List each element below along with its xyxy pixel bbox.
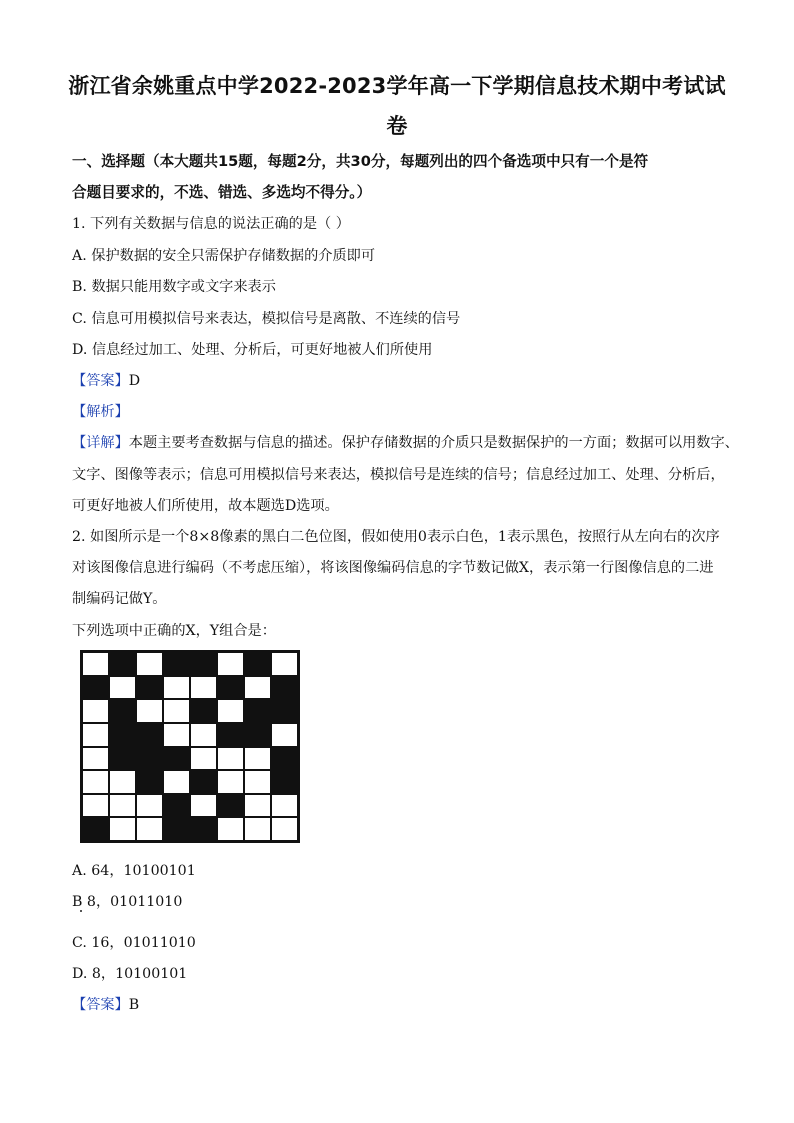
bitmap-cell <box>136 747 163 771</box>
bitmap-cell <box>217 676 244 700</box>
q1-detail-line-2: 文字、图像等表示；信息可用模拟信号来表达，模拟信号是连续的信号；信息经过加工、处理、分析后， <box>72 467 725 483</box>
q1-answer-tag: 【答案】 <box>72 373 129 389</box>
bitmap-cell <box>271 794 298 818</box>
q1-option-d: D. 信息经过加工、处理、分析后，可更好地被人们所使用 <box>72 342 433 358</box>
bitmap-cell <box>109 723 136 747</box>
exam-title-line-1: 浙江省余姚重点中学2022-2023学年高一下学期信息技术期中考试试 <box>68 74 726 98</box>
bitmap-cell <box>109 817 136 841</box>
section-heading-line-2: 合题目要求的，不选、错选、多选均不得分。） <box>72 184 372 201</box>
bitmap-cell <box>109 699 136 723</box>
q2-option-b: B 8，01011010 <box>72 894 183 910</box>
stray-dot <box>80 910 82 912</box>
bitmap-cell <box>190 676 217 700</box>
bitmap-cell <box>271 747 298 771</box>
bitmap-cell <box>217 747 244 771</box>
bitmap-cell <box>82 676 109 700</box>
q1-answer-value: D <box>128 373 141 389</box>
bitmap-cell <box>217 770 244 794</box>
bitmap-cell <box>136 676 163 700</box>
bitmap-cell <box>163 652 190 676</box>
bitmap-cell <box>190 699 217 723</box>
bitmap-cell <box>109 747 136 771</box>
bitmap-cell <box>271 817 298 841</box>
section-heading-line-1: 一、选择题（本大题共15题，每题2分，共30分，每题列出的四个备选项中只有一个是符 <box>72 153 649 170</box>
q2-answer-tag: 【答案】 <box>72 997 129 1013</box>
bitmap-cell <box>82 770 109 794</box>
bitmap-cell <box>190 652 217 676</box>
bitmap-cell <box>217 794 244 818</box>
q1-detail-line-3: 可更好地被人们所使用，故本题选D选项。 <box>72 498 339 514</box>
bitmap-cell <box>163 770 190 794</box>
bitmap-cell <box>190 817 217 841</box>
q1-stem: 1. 下列有关数据与信息的说法正确的是（ ） <box>72 216 350 232</box>
q1-analysis-line <box>72 401 129 421</box>
bitmap-cell <box>82 652 109 676</box>
bitmap-cell <box>163 747 190 771</box>
q1-option-a: A. 保护数据的安全只需保护存储数据的介质即可 <box>72 248 376 264</box>
bitmap-cell <box>217 652 244 676</box>
bitmap-cell <box>217 723 244 747</box>
bitmap-cell <box>244 747 271 771</box>
q1-detail-line-1 <box>72 432 739 452</box>
q2-option-c: C. 16，01011010 <box>72 935 196 951</box>
bitmap-cell <box>271 770 298 794</box>
bitmap-cell <box>271 723 298 747</box>
bitmap-cell <box>244 699 271 723</box>
bitmap-cell <box>217 699 244 723</box>
bitmap-cell <box>190 794 217 818</box>
bitmap-cell <box>82 699 109 723</box>
bitmap-cell <box>82 794 109 818</box>
bitmap-cell <box>136 723 163 747</box>
bitmap-cell <box>109 770 136 794</box>
bitmap-cell <box>244 652 271 676</box>
bitmap-cell <box>244 770 271 794</box>
bitmap-cell <box>82 817 109 841</box>
bitmap-cell <box>163 794 190 818</box>
bitmap-cell <box>271 699 298 723</box>
bitmap-cell <box>190 723 217 747</box>
q2-stem-line-1: 2. 如图所示是一个8×8像素的黑白二色位图，假如使用0表示白色，1表示黑色，按照行从左向右的次序 <box>72 529 720 545</box>
q2-answer-value: B <box>128 997 140 1013</box>
q1-detail-text-1: 本题主要考查数据与信息的描述。保护存储数据的介质只是数据保护的一方面；数据可以用数字、 <box>128 435 739 451</box>
bitmap-cell <box>244 676 271 700</box>
bitmap-cell <box>109 652 136 676</box>
q2-stem-line-3: 制编码记做Y。 <box>72 591 167 607</box>
bitmap-cell <box>271 652 298 676</box>
bitmap-cell <box>244 817 271 841</box>
bitmap-cell <box>163 676 190 700</box>
q1-answer-line <box>72 370 140 390</box>
bitmap-cell <box>190 747 217 771</box>
bitmap-cell <box>82 747 109 771</box>
bitmap-cell <box>136 652 163 676</box>
bitmap-cell <box>136 794 163 818</box>
q2-answer-line <box>72 994 139 1014</box>
bitmap-cell <box>163 699 190 723</box>
q1-option-b: B. 数据只能用数字或文字来表示 <box>72 279 276 295</box>
bitmap-cell <box>109 676 136 700</box>
bitmap-cell <box>109 794 136 818</box>
bitmap-cell <box>271 676 298 700</box>
q1-analysis-tag: 【解析】 <box>72 404 129 420</box>
exam-title-line-2: 卷 <box>386 114 408 138</box>
q1-option-c: C. 信息可用模拟信号来表达，模拟信号是离散、不连续的信号 <box>72 311 461 327</box>
bitmap-cell <box>163 723 190 747</box>
bitmap-cell <box>244 794 271 818</box>
bitmap-cell <box>136 770 163 794</box>
bitmap-cell <box>190 770 217 794</box>
bitmap-figure <box>80 650 300 843</box>
q2-option-a: A. 64，10100101 <box>72 863 196 879</box>
bitmap-cell <box>82 723 109 747</box>
bitmap-cell <box>244 723 271 747</box>
bitmap-cell <box>163 817 190 841</box>
q2-stem-line-4: 下列选项中正确的X，Y组合是： <box>72 623 276 639</box>
bitmap-cell <box>217 817 244 841</box>
q2-option-d: D. 8，10100101 <box>72 966 188 982</box>
q1-detail-tag: 【详解】 <box>72 435 129 451</box>
q2-stem-line-2: 对该图像信息进行编码（不考虑压缩），将该图像编码信息的字节数记做X，表示第一行图像信息的二进 <box>72 560 714 576</box>
bitmap-cell <box>136 817 163 841</box>
bitmap-cell <box>136 699 163 723</box>
